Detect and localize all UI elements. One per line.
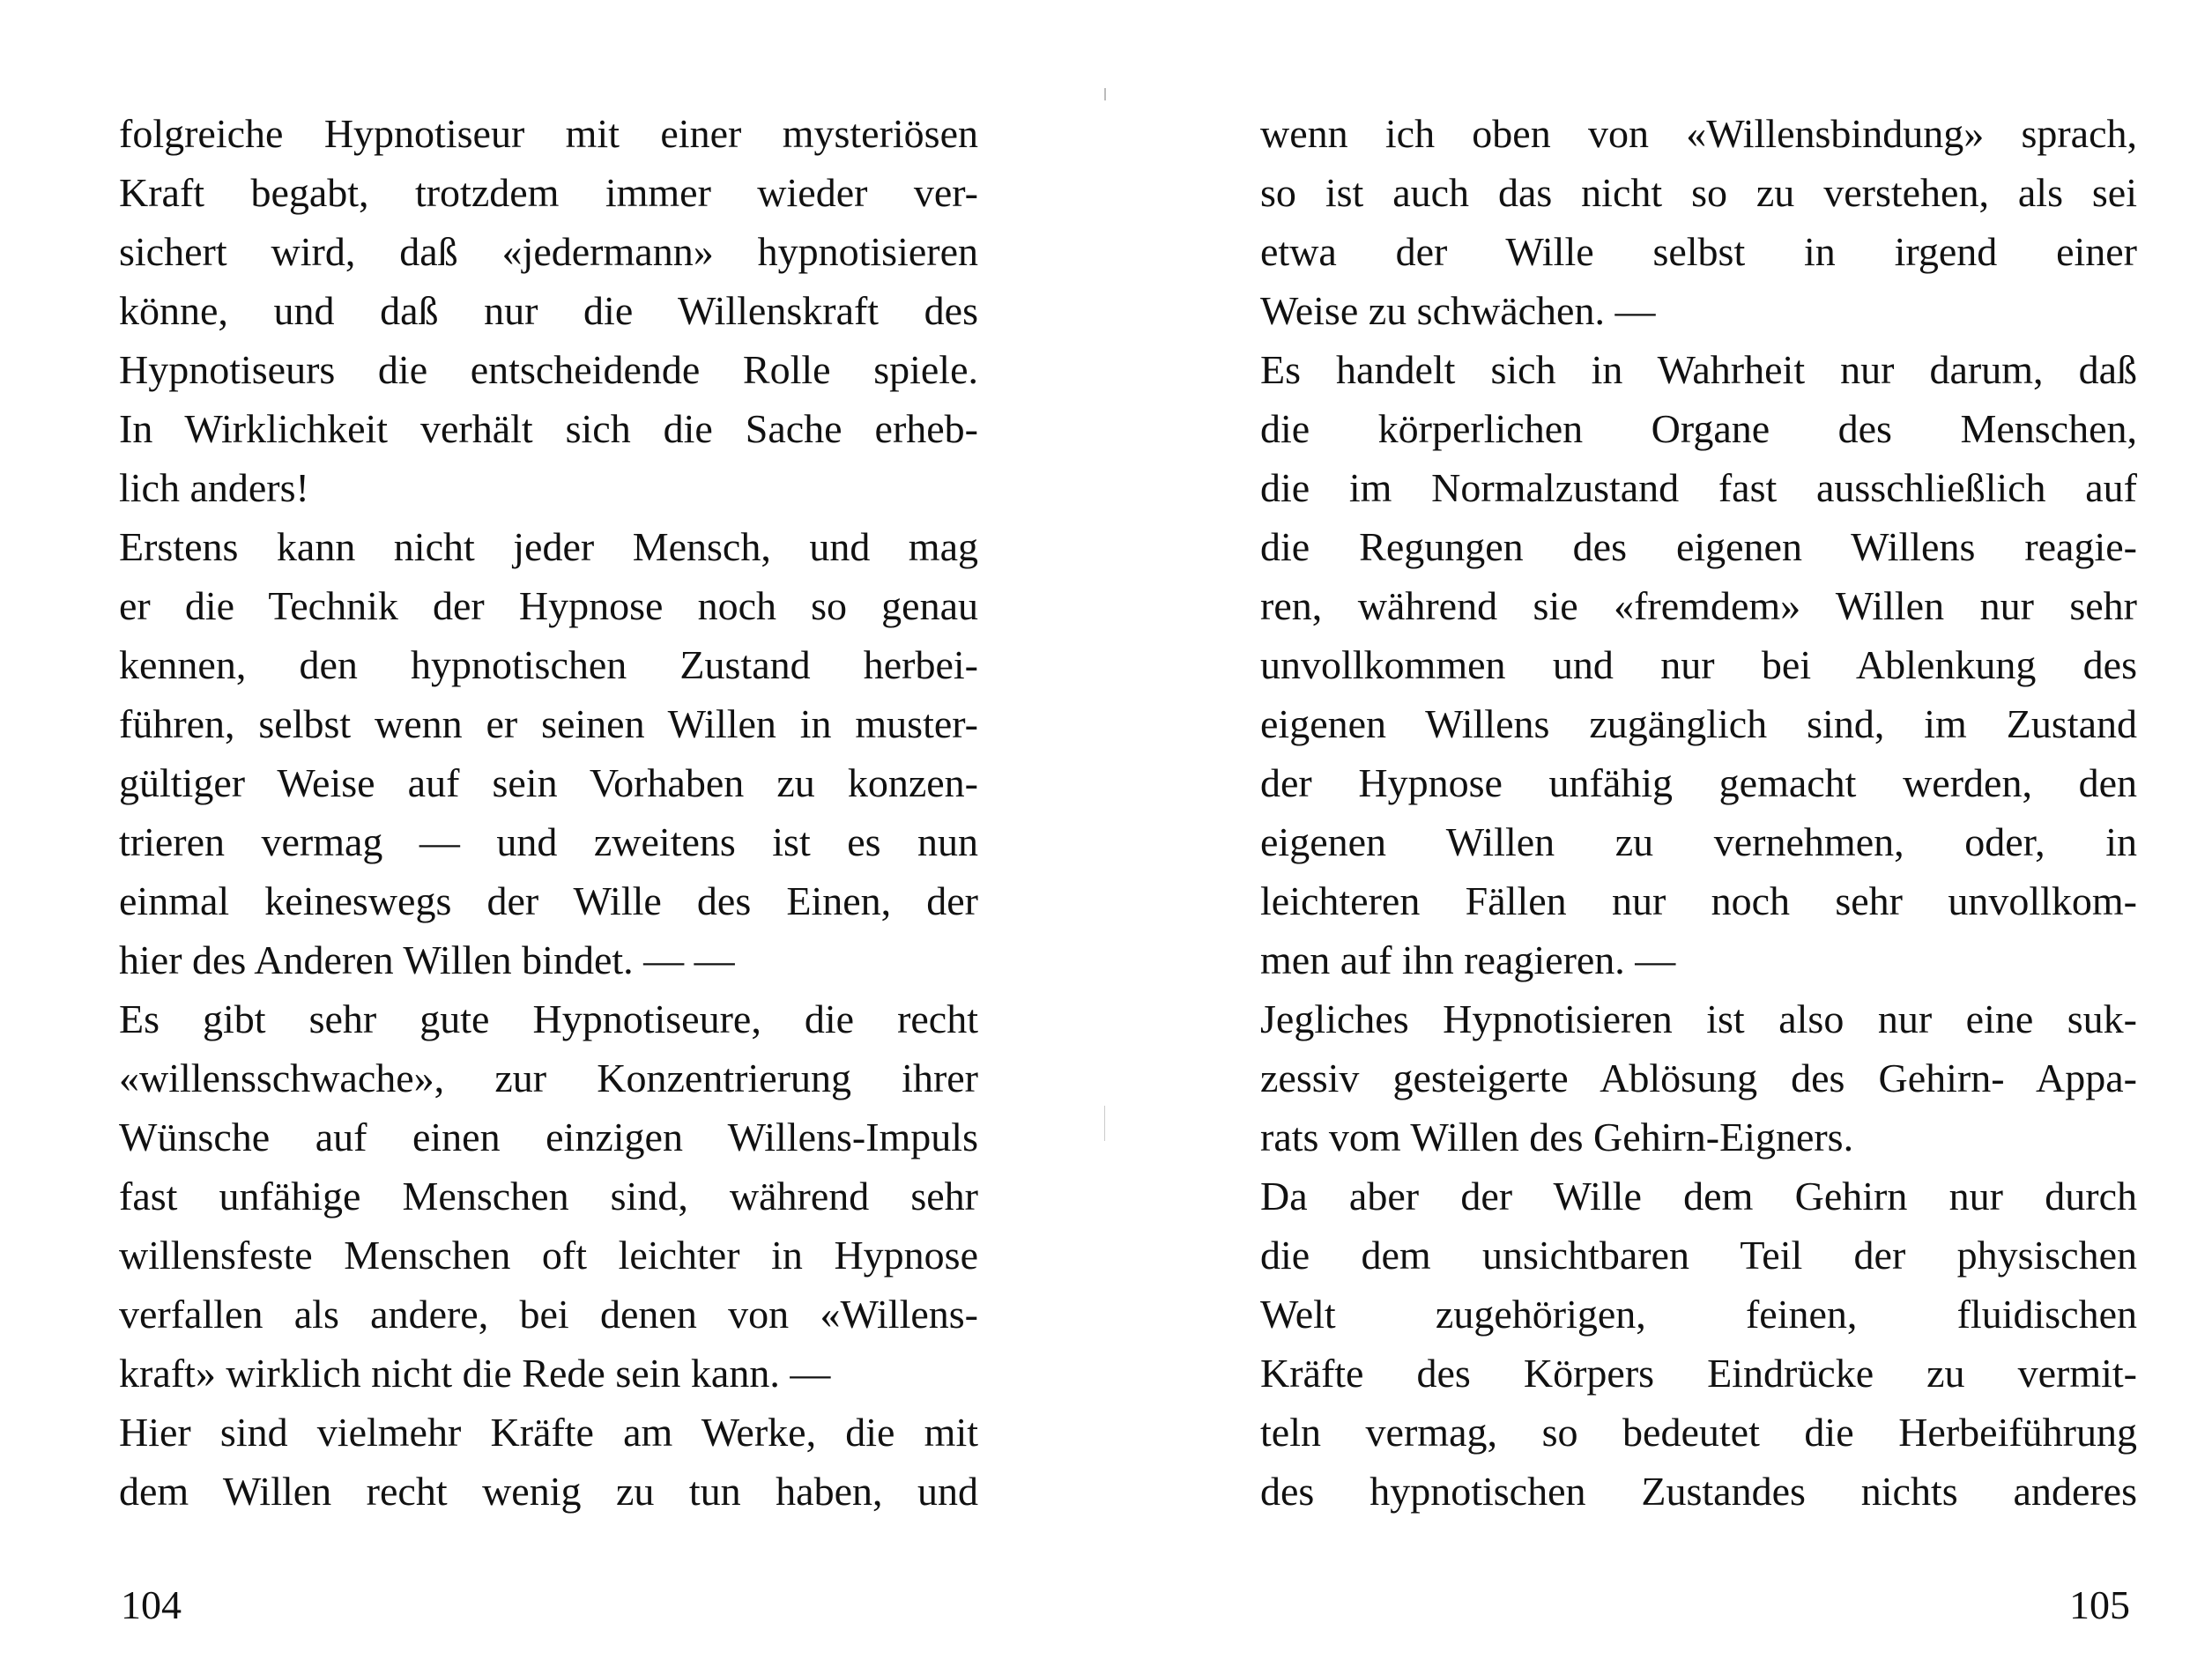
text-line: dem Willen recht wenig zu tun haben, und (119, 1469, 978, 1514)
text-line: zessiv gesteigerte Ablösung des Gehirn- Appa- (1260, 1056, 2137, 1100)
text-line: könne, und daß nur die Willenskraft des (119, 288, 978, 333)
text-line: der Hypnose unfähig gemacht werden, den (1260, 760, 2137, 805)
text-line: des hypnotischen Zustandes nichts anderes (1260, 1469, 2137, 1514)
text-line: die dem unsichtbaren Teil der physischen (1260, 1233, 2137, 1278)
text-line: willensfeste Menschen oft leichter in Hypnose (119, 1233, 978, 1278)
text-line: Hier sind vielmehr Kräfte am Werke, die mit (119, 1410, 978, 1455)
text-line: Welt zugehörigen, feinen, fluidischen (1260, 1292, 2137, 1337)
gutter-mark (1104, 1106, 1105, 1141)
text-line: kennen, den hypnotischen Zustand herbei- (119, 642, 978, 687)
text-line: etwa der Wille selbst in irgend einer (1260, 229, 2137, 274)
text-line: die körperlichen Organe des Menschen, (1260, 406, 2137, 451)
text-line: eigenen Willen zu vernehmen, oder, in (1260, 819, 2137, 864)
gutter-mark (1104, 88, 1106, 100)
text-line: hier des Anderen Willen bindet. — — (119, 937, 735, 982)
text-line: sichert wird, daß «jedermann» hypnotisieren (119, 229, 978, 274)
text-line: trieren vermag — und zweitens ist es nun (119, 819, 978, 864)
text-line: Wünsche auf einen einzigen Willens-Impuls (119, 1115, 978, 1159)
text-line: Da aber der Wille dem Gehirn nur durch (1260, 1174, 2137, 1218)
text-line: folgreiche Hypnotiseur mit einer mysteriösen (119, 111, 978, 156)
text-line: Erstens kann nicht jeder Mensch, und mag (119, 524, 978, 569)
text-line: Jegliches Hypnotisieren ist also nur eine suk- (1260, 996, 2137, 1041)
text-line: eigenen Willens zugänglich sind, im Zustand (1260, 701, 2137, 746)
text-line: einmal keineswegs der Wille des Einen, der (119, 878, 978, 923)
text-line: kraft» wirklich nicht die Rede sein kann. — (119, 1351, 831, 1396)
text-line: men auf ihn reagieren. — (1260, 937, 1676, 982)
text-line: die im Normalzustand fast ausschließlich auf (1260, 465, 2137, 510)
text-line: leichteren Fällen nur noch sehr unvollkom- (1260, 878, 2137, 923)
text-line: er die Technik der Hypnose noch so genau (119, 583, 978, 628)
left-page-text (119, 104, 978, 1521)
page-number-right: 105 (2069, 1582, 2130, 1627)
right-page-text (1260, 104, 2137, 1521)
page-number-left: 104 (121, 1582, 182, 1627)
text-line: Kraft begabt, trotzdem immer wieder ver- (119, 170, 978, 215)
text-line: so ist auch das nicht so zu verstehen, als sei (1260, 170, 2137, 215)
text-line: verfallen als andere, bei denen von «Willens- (119, 1292, 978, 1337)
text-line: die Regungen des eigenen Willens reagie- (1260, 524, 2137, 569)
text-line: Weise zu schwächen. — (1260, 288, 1656, 333)
text-line: Hypnotiseurs die entscheidende Rolle spiele. (119, 347, 978, 392)
text-line: Kräfte des Körpers Eindrücke zu vermit- (1260, 1351, 2137, 1396)
text-line: führen, selbst wenn er seinen Willen in muster- (119, 701, 978, 746)
text-line: «willensschwache», zur Konzentrierung ihrer (119, 1056, 978, 1100)
text-line: rats vom Willen des Gehirn-Eigners. (1260, 1115, 1854, 1159)
text-line: Es gibt sehr gute Hypnotiseure, die recht (119, 996, 978, 1041)
text-line: Es handelt sich in Wahrheit nur darum, daß (1260, 347, 2137, 392)
text-line: unvollkommen und nur bei Ablenkung des (1260, 642, 2137, 687)
text-line: teln vermag, so bedeutet die Herbeiführung (1260, 1410, 2137, 1455)
text-line: gültiger Weise auf sein Vorhaben zu konzen- (119, 760, 978, 805)
text-line: lich anders! (119, 465, 309, 510)
text-line: wenn ich oben von «Willensbindung» sprach, (1260, 111, 2137, 156)
text-line: fast unfähige Menschen sind, während sehr (119, 1174, 978, 1218)
text-line: ren, während sie «fremdem» Willen nur sehr (1260, 583, 2137, 628)
text-line: In Wirklichkeit verhält sich die Sache erheb- (119, 406, 978, 451)
